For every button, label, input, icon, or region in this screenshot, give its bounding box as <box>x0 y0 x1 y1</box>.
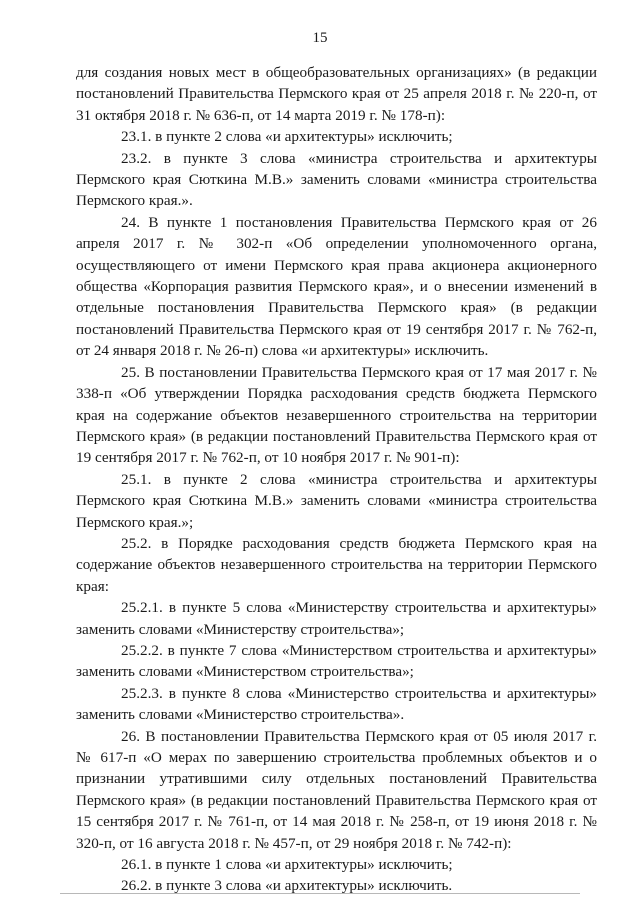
paragraph: 23.1. в пункте 2 слова «и архитектуры» исключить; <box>121 128 453 146</box>
paragraph: 25.2.3. в пункте 8 слова «Министерство строительства и архитектуры» заменить словами «Министерство строительства». <box>76 684 597 724</box>
paragraph: 24. В пункте 1 постановления Правительства Пермского края от 26 апреля 2017 г. № 302-п «Об определении уполномоченного органа, осуществляющего от имени Пермского края права акционера акционерного общества «Корпорация развития Пермского края», и о внесении изменений в отдельные постановления Правительства Пермского края» (в редакции постановлений Правительства Пермского края от 19 сентября 2017 г. № 762-п, от 24 января 2018 г. № 26-п) слова «и архитектуры» исключить. <box>76 213 597 360</box>
paragraph: 25.2.2. в пункте 7 слова «Министерством строительства и архитектуры» заменить словами «Министерством строительства»; <box>76 641 597 681</box>
paragraph: 25.2. в Порядке расходования средств бюджета Пермского края на содержание объектов незавершенного строительства на территории Пермского края: <box>76 534 597 595</box>
paragraph: 25.2.1. в пункте 5 слова «Министерству строительства и архитектуры» заменить словами «Министерству строительства»; <box>76 599 597 638</box>
paragraph: 26.2. в пункте 3 слова «и архитектуры» исключить. <box>121 877 453 895</box>
page-number: 15 <box>312 30 328 46</box>
paragraph: 25. В постановлении Правительства Пермского края от 17 мая 2017 г. № 338-п «Об утверждении Порядка расходования средств бюджета Пермского края на содержание объектов незавершенного строительства на территории Пермского края» (в редакции постановлений Правительства Пермского края от 19 сентября 2017 г. № 762-п, от 10 ноября 2017 г. № 901-п): <box>76 363 597 467</box>
paragraph: 23.2. в пункте 3 слова «министра строительства и архитектуры Пермского края Сюткина М.В.» заменить словами «министра строительства Пермского края.». <box>76 149 597 210</box>
paragraph: для создания новых мест в общеобразовательных организациях» (в редакции постановлений Правительства Пермского края от 25 апреля 2018 г. № 220-п, от 31 октября 2018 г. № 636-п, от 14 марта 2019 г. № 178-п): <box>76 64 597 124</box>
bottom-divider <box>60 893 580 894</box>
document-body <box>76 62 597 897</box>
paragraph: 26. В постановлении Правительства Пермского края от 05 июля 2017 г. № 617-п «О мерах по завершению строительства проблемных объектов и о признании утратившими силу отдельных постановлений Правительства Пермского края» (в редакции постановлений Правительства Пермского края от 15 сентября 2017 г. № 761-п, от 14 мая 2018 г. № 258-п, от 19 июня 2018 г. № 320-п, от 16 августа 2018 г. № 457-п, от 29 ноября 2018 г. № 742-п): <box>76 727 597 852</box>
paragraph: 25.1. в пункте 2 слова «министра строительства и архитектуры Пермского края Сюткина М.В.» заменить словами «министра строительства Пермского края.»; <box>76 470 597 531</box>
paragraph: 26.1. в пункте 1 слова «и архитектуры» исключить; <box>121 856 453 874</box>
